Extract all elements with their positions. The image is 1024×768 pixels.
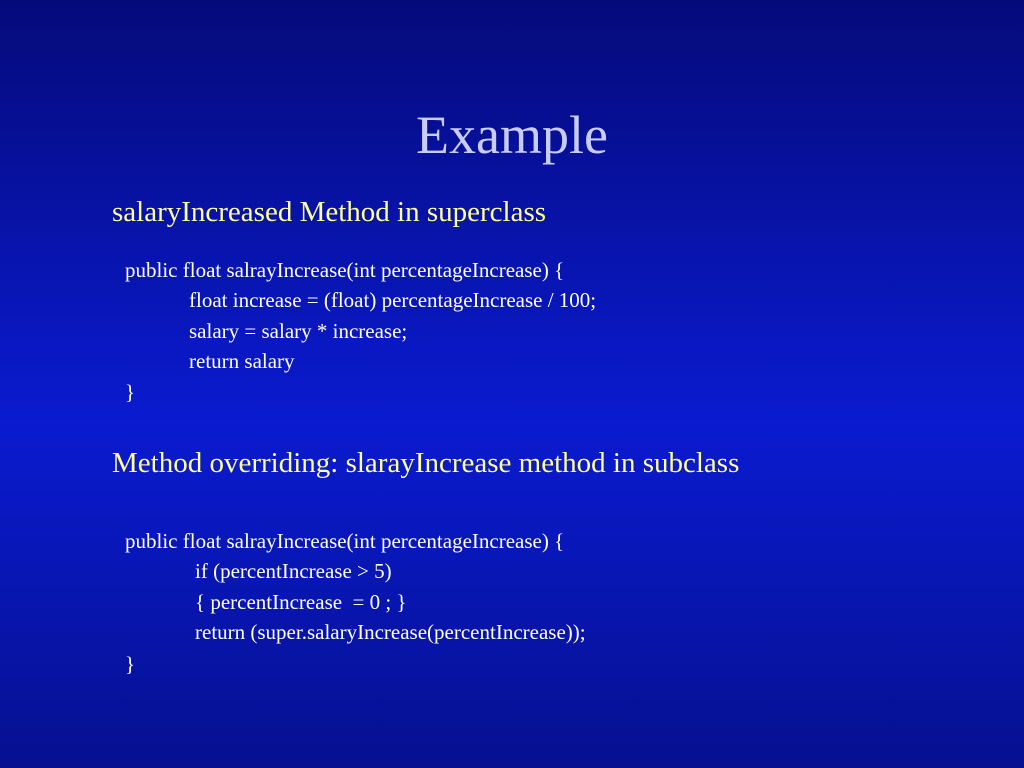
superclass-section-heading: salaryIncreased Method in superclass [112, 196, 547, 228]
code-line: salary = salary * increase; [189, 319, 408, 343]
code-line: float increase = (float) percentageIncrease / 100; [189, 288, 597, 312]
code-line: public float salrayIncrease(int percentageIncrease) { [125, 529, 565, 553]
code-line: public float salrayIncrease(int percentageIncrease) { [125, 258, 565, 282]
slide-title: Example [416, 105, 608, 165]
code-line: { percentIncrease = 0 ; } [195, 590, 407, 614]
code-line: return (super.salaryIncrease(percentIncrease)); [195, 620, 586, 644]
code-line: return salary [189, 349, 295, 373]
subclass-section-heading: Method overriding: slarayIncrease method in subclass [112, 447, 740, 479]
code-line: } [125, 652, 136, 676]
code-line: } [125, 380, 136, 404]
code-line: if (percentIncrease > 5) [195, 559, 392, 583]
